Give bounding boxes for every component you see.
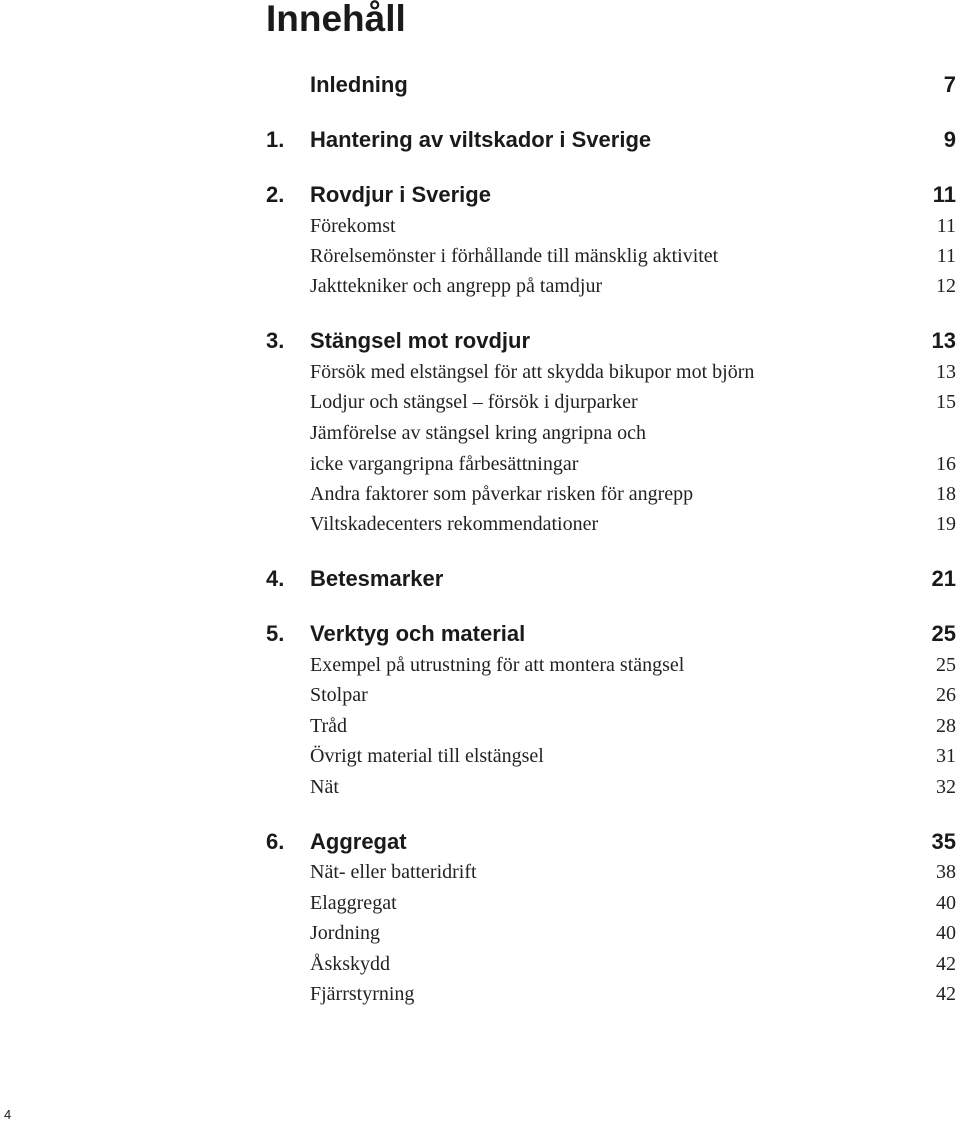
toc-subentry-title: Övrigt material till elstängsel	[310, 744, 544, 767]
toc-subentry-page: 19	[936, 512, 956, 535]
toc-subentry[interactable]	[266, 418, 956, 448]
toc-entry-chapter-6[interactable]	[266, 827, 956, 857]
toc-subentry-page: 38	[936, 860, 956, 883]
toc-subentry-title: Lodjur och stängsel – försök i djurparker	[310, 390, 638, 413]
toc-subentry[interactable]	[266, 357, 956, 387]
toc-entry-page: 13	[931, 328, 956, 353]
toc-subentry[interactable]	[266, 241, 956, 271]
toc-subentry-page: 31	[936, 744, 956, 767]
toc-entry-number: 5.	[266, 621, 285, 646]
toc-subentry-title: Viltskadecenters rekommendationer	[310, 512, 599, 535]
page-number: 4	[4, 1107, 12, 1122]
toc-entry-title: Betesmarker	[310, 566, 444, 591]
toc-subentry-title: Elaggregat	[310, 891, 397, 914]
toc-subentry-title: Nät- eller batteridrift	[310, 860, 477, 883]
toc-subentry-page: 18	[936, 482, 956, 505]
toc-entry-page: 21	[931, 566, 956, 591]
toc-subentry[interactable]	[266, 949, 956, 979]
toc-entry-number: 4.	[266, 566, 285, 591]
toc-subentry-page: 40	[936, 891, 956, 914]
toc-entry-chapter-5[interactable]	[266, 619, 956, 649]
toc-subentry-title: Rörelsemönster i förhållande till mänsklig aktivitet	[310, 244, 719, 267]
toc-subentry[interactable]	[266, 449, 956, 479]
toc-subentry-title: Åskskydd	[310, 952, 391, 975]
toc-subentry-page: 12	[936, 274, 956, 297]
toc-subentry-page: 11	[936, 244, 956, 267]
toc-subentry-page: 42	[936, 952, 956, 975]
toc-entry-title: Inledning	[310, 72, 408, 97]
toc-entry-title: Aggregat	[310, 829, 407, 854]
toc-subentry[interactable]	[266, 211, 956, 241]
toc-entry-page: 35	[931, 829, 956, 854]
toc-entry-page: 11	[932, 182, 956, 207]
toc-entry-number: 2.	[266, 182, 285, 207]
toc-entry-number: 1.	[266, 127, 285, 152]
toc-subentry[interactable]	[266, 772, 956, 802]
toc-subentry[interactable]	[266, 479, 956, 509]
toc-subentry-page: 26	[936, 683, 956, 706]
toc-subentry-title: Andra faktorer som påverkar risken för angrepp	[310, 482, 694, 505]
toc-entry-inledning[interactable]	[266, 70, 956, 100]
toc-entry-page: 25	[931, 621, 956, 646]
toc-subentry-page: 40	[936, 921, 956, 944]
toc-subentry-page: 15	[936, 390, 956, 413]
toc-subentry[interactable]	[266, 888, 956, 918]
toc-entry-number: 6.	[266, 829, 285, 854]
toc-subentry-page: 32	[936, 775, 956, 798]
toc-entry-title: Stängsel mot rovdjur	[310, 328, 531, 353]
toc-subentry-page: 42	[936, 982, 956, 1005]
toc-subentry-title: Nät	[310, 775, 339, 798]
toc-subentry[interactable]	[266, 857, 956, 887]
toc-entry-number: 3.	[266, 328, 285, 353]
toc-subentry-title: Jakttekniker och angrepp på tamdjur	[310, 274, 603, 297]
toc-subentry[interactable]	[266, 387, 956, 417]
toc-subentry-title: Tråd	[310, 714, 348, 737]
toc-subentry-page: 25	[936, 653, 956, 676]
toc-entry-title: Hantering av viltskador i Sverige	[310, 127, 652, 152]
toc-subentry-page: 11	[936, 214, 956, 237]
toc-subentry-title: Jordning	[310, 921, 380, 944]
toc-entry-chapter-4[interactable]	[266, 564, 956, 594]
toc-subentry-title: Exempel på utrustning för att montera stängsel	[310, 653, 685, 676]
toc-subentry-page: 16	[936, 452, 956, 475]
toc-subentry-title: Jämförelse av stängsel kring angripna och	[310, 421, 647, 444]
toc-subentry[interactable]	[266, 979, 956, 1009]
toc-subentry-title: Försök med elstängsel för att skydda bikupor mot björn	[310, 360, 755, 383]
toc-entry-page: 7	[943, 72, 956, 97]
toc-entry-chapter-3[interactable]	[266, 326, 956, 356]
toc-subentry-page: 13	[936, 360, 956, 383]
toc-entry-page: 9	[943, 127, 956, 152]
toc-subentry[interactable]	[266, 711, 956, 741]
toc-entry-title: Verktyg och material	[310, 621, 526, 646]
toc-entry-chapter-2[interactable]	[266, 180, 956, 210]
toc-subentry-title: Stolpar	[310, 683, 368, 706]
toc-subentry-title: icke vargangripna fårbesättningar	[310, 452, 579, 475]
toc-subentry-page: 28	[936, 714, 956, 737]
toc-subentry[interactable]	[266, 741, 956, 771]
toc-subentry[interactable]	[266, 918, 956, 948]
toc-entry-chapter-1[interactable]	[266, 125, 956, 155]
toc-subentry-title: Fjärrstyrning	[310, 982, 415, 1005]
toc-entry-title: Rovdjur i Sverige	[310, 182, 491, 207]
toc-subentry[interactable]	[266, 680, 956, 710]
toc-subentry[interactable]	[266, 650, 956, 680]
toc-subentry[interactable]	[266, 509, 956, 539]
toc-subentry[interactable]	[266, 271, 956, 301]
page-title: Innehåll	[266, 0, 406, 39]
toc-subentry-title: Förekomst	[310, 214, 396, 237]
